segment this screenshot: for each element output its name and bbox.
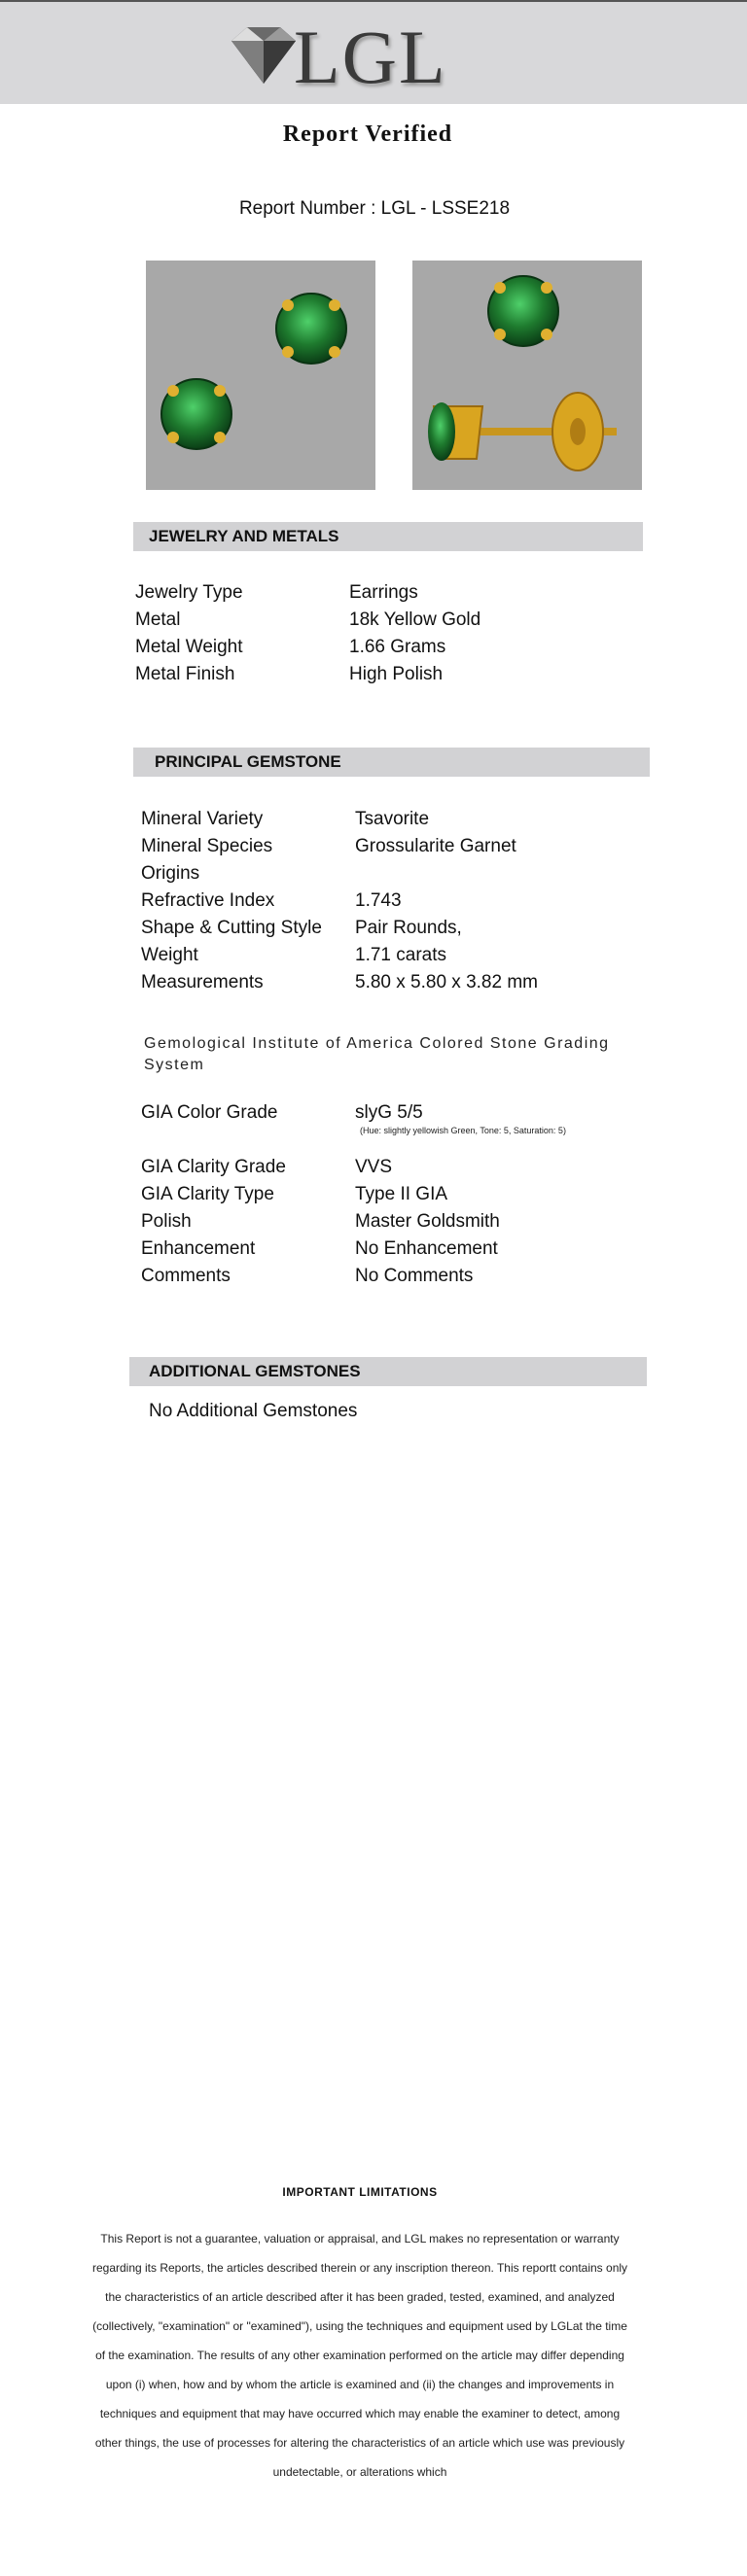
jewelry-type-value: Earrings — [349, 582, 418, 603]
comments-label: Comments — [141, 1266, 231, 1286]
refractive-index-label: Refractive Index — [141, 890, 275, 911]
polish-value: Master Goldsmith — [355, 1211, 500, 1232]
mineral-species-label: Mineral Species — [141, 836, 273, 856]
earrings-photo-side — [412, 261, 642, 490]
metal-value: 18k Yellow Gold — [349, 609, 481, 630]
limitations-body: This Report is not a guarantee, valuation or appraisal, and LGL makes no representation or warranty regarding its Reports, the articles described therein or any inscription thereon. This reportt contains only the characteristics of an article described after it has been graded, tested, examined, and analyzed (collectively, "examination" or "examined"), using the techniques and equipment used by LGLat the time of the examination. The results of any other examination performed on the article may differ depending upon (i) when, how and by whom the article is examined and (ii) the changes and improvements in techniques and equipment that may have occurred which may enable the examiner to detect, among other things, the use of processes for altering the characteristics of an article which use was previously undetectable, or alterations which — [91, 2232, 628, 2479]
metal-finish-value: High Polish — [349, 664, 444, 684]
report-number: Report Number : LGL - LSSE218 — [238, 198, 511, 219]
additional-gemstones-value: No Additional Gemstones — [149, 1401, 358, 1421]
section-header-gemstone: PRINCIPAL GEMSTONE — [133, 748, 650, 777]
gia-color-grade-value: slyG 5/5 — [355, 1102, 423, 1123]
section-header-jewelry: JEWELRY AND METALS — [133, 522, 643, 551]
header-banner — [0, 0, 747, 104]
diamond-icon — [226, 21, 302, 89]
metal-weight-label: Metal Weight — [135, 637, 243, 657]
weight-value: 1.71 carats — [355, 945, 446, 965]
gia-clarity-type-value: Type II GIA — [355, 1184, 448, 1204]
brand-logo-text: LGL — [294, 15, 447, 99]
mineral-species-value: Grossularite Garnet — [355, 836, 516, 856]
shape-cutting-label: Shape & Cutting Style — [141, 918, 322, 938]
earrings-photo-front — [146, 261, 375, 490]
gia-clarity-grade-label: GIA Clarity Grade — [141, 1157, 286, 1177]
metal-finish-label: Metal Finish — [135, 664, 235, 684]
gia-clarity-type-label: GIA Clarity Type — [141, 1184, 274, 1204]
origins-label: Origins — [141, 863, 200, 884]
section-header-additional: ADDITIONAL GEMSTONES — [129, 1357, 647, 1386]
gia-color-grade-label: GIA Color Grade — [141, 1102, 278, 1123]
measurements-value: 5.80 x 5.80 x 3.82 mm — [355, 972, 538, 992]
enhancement-label: Enhancement — [141, 1238, 256, 1259]
shape-cutting-value: Pair Rounds, — [355, 918, 462, 938]
page-title: Report Verified — [282, 122, 453, 147]
metal-label: Metal — [135, 609, 181, 630]
measurements-label: Measurements — [141, 972, 264, 992]
enhancement-value: No Enhancement — [355, 1238, 498, 1259]
weight-label: Weight — [141, 945, 198, 965]
gia-system-title: Gemological Institute of America Colored Stone Grading System — [144, 1035, 610, 1073]
lgl-logo — [226, 15, 479, 99]
mineral-variety-label: Mineral Variety — [141, 809, 264, 829]
metal-weight-value: 1.66 Grams — [349, 637, 446, 657]
polish-label: Polish — [141, 1211, 192, 1232]
gia-clarity-grade-value: VVS — [355, 1157, 393, 1177]
jewelry-type-label: Jewelry Type — [135, 582, 243, 603]
limitations-title: IMPORTANT LIMITATIONS — [282, 2185, 438, 2199]
color-grade-note: (Hue: slightly yellowish Green, Tone: 5, Saturation: 5) — [360, 1126, 566, 1135]
comments-value: No Comments — [355, 1266, 474, 1286]
mineral-variety-value: Tsavorite — [355, 809, 430, 829]
refractive-index-value: 1.743 — [355, 890, 402, 911]
